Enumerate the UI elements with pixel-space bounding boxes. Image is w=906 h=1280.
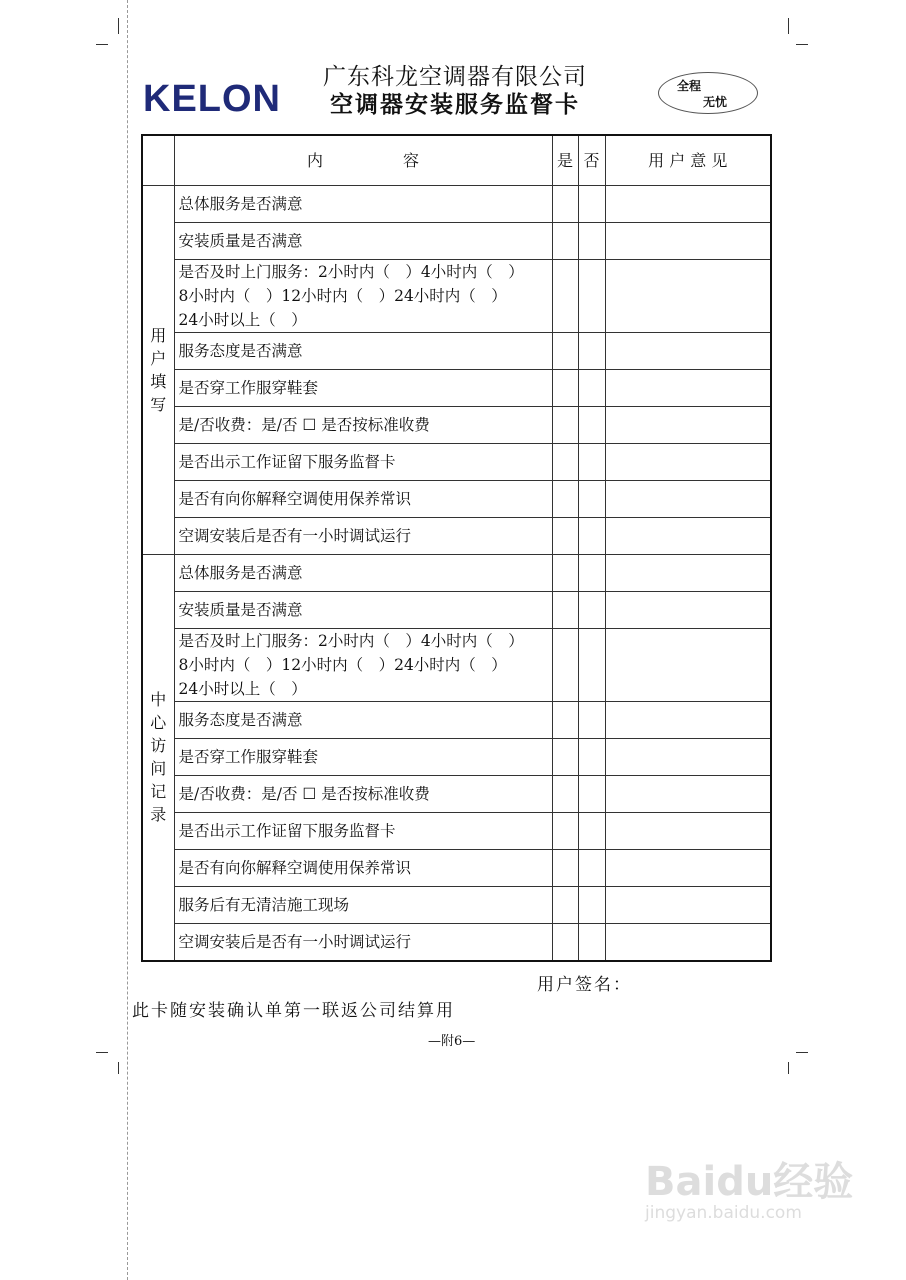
binding-line	[127, 0, 128, 1280]
item-text: 安装质量是否满意	[178, 601, 303, 619]
table-row	[142, 407, 771, 444]
no-cell[interactable]	[578, 260, 605, 333]
page-number: —附6—	[428, 1034, 476, 1049]
crop-mark	[96, 1052, 108, 1053]
yes-cell[interactable]	[552, 813, 578, 850]
item-text: 服务态度是否满意	[178, 711, 303, 729]
table-row	[142, 186, 771, 223]
item-text: 是否有向你解释空调使用保养常识	[178, 490, 412, 508]
item-content	[174, 444, 552, 481]
opinion-cell[interactable]	[605, 887, 771, 924]
opinion-cell[interactable]	[605, 444, 771, 481]
item-content	[174, 592, 552, 629]
table-row	[142, 592, 771, 629]
yes-cell[interactable]	[552, 444, 578, 481]
header-yes: 是	[552, 135, 578, 186]
no-cell[interactable]	[578, 850, 605, 887]
no-cell[interactable]	[578, 333, 605, 370]
item-text: 是否及时上门服务：2小时内（ ）4小时内（ ）	[178, 263, 524, 281]
table-row	[142, 629, 771, 702]
item-text: 服务态度是否满意	[178, 342, 303, 360]
item-text: 是/否收费：是/否 ☐ 是否按标准收费	[178, 785, 430, 803]
item-content	[174, 887, 552, 924]
opinion-cell[interactable]	[605, 629, 771, 702]
crop-mark	[118, 18, 119, 34]
yes-cell[interactable]	[552, 776, 578, 813]
item-content	[174, 481, 552, 518]
table-row	[142, 260, 771, 333]
table-row	[142, 223, 771, 260]
table-row	[142, 702, 771, 739]
section-label-cell	[142, 555, 174, 961]
no-cell[interactable]	[578, 887, 605, 924]
yes-cell[interactable]	[552, 223, 578, 260]
yes-cell[interactable]	[552, 629, 578, 702]
item-text: 是否穿工作服穿鞋套	[178, 748, 319, 766]
footer-note: 此卡随安装确认单第一联返公司结算用	[132, 1001, 455, 1021]
no-cell[interactable]	[578, 924, 605, 961]
table-header-row	[142, 135, 771, 186]
item-content	[174, 924, 552, 961]
opinion-cell[interactable]	[605, 850, 771, 887]
item-text: 是否及时上门服务：2小时内（ ）4小时内（ ）	[178, 632, 524, 650]
signature-label: 用户签名：	[537, 975, 632, 995]
no-cell[interactable]	[578, 776, 605, 813]
yes-cell[interactable]	[552, 850, 578, 887]
item-content	[174, 629, 552, 702]
badge-stamp	[658, 72, 758, 114]
item-content	[174, 555, 552, 592]
yes-cell[interactable]	[552, 887, 578, 924]
kelon-logo: KELON	[143, 78, 281, 120]
no-cell[interactable]	[578, 518, 605, 555]
item-content	[174, 260, 552, 333]
yes-cell[interactable]	[552, 481, 578, 518]
header-opinion: 用 户 意 见	[605, 135, 771, 186]
table-row	[142, 333, 771, 370]
no-cell[interactable]	[578, 223, 605, 260]
crop-mark	[796, 44, 808, 45]
item-text: 服务后有无清洁施工现场	[178, 896, 350, 914]
no-cell[interactable]	[578, 739, 605, 776]
no-cell[interactable]	[578, 813, 605, 850]
item-text: 是/否收费：是/否 ☐ 是否按标准收费	[178, 416, 430, 434]
opinion-cell[interactable]	[605, 518, 771, 555]
no-cell[interactable]	[578, 407, 605, 444]
item-content	[174, 850, 552, 887]
yes-cell[interactable]	[552, 260, 578, 333]
crop-mark	[118, 1062, 119, 1074]
no-cell[interactable]	[578, 481, 605, 518]
yes-cell[interactable]	[552, 333, 578, 370]
no-cell[interactable]	[578, 186, 605, 223]
yes-cell[interactable]	[552, 407, 578, 444]
item-text: 是否出示工作证留下服务监督卡	[178, 822, 396, 840]
item-text: 是否出示工作证留下服务监督卡	[178, 453, 396, 471]
opinion-cell[interactable]	[605, 370, 771, 407]
section-label: 用户填写	[150, 326, 167, 414]
item-content	[174, 702, 552, 739]
opinion-cell[interactable]	[605, 260, 771, 333]
opinion-cell[interactable]	[605, 407, 771, 444]
watermark-url: jingyan.baidu.com	[645, 1203, 802, 1223]
yes-cell[interactable]	[552, 518, 578, 555]
yes-cell[interactable]	[552, 186, 578, 223]
no-cell[interactable]	[578, 444, 605, 481]
item-text: 空调安装后是否有一小时调试运行	[178, 932, 412, 951]
opinion-cell[interactable]	[605, 481, 771, 518]
item-text: 8小时内（ ）12小时内（ ）24小时内（ ）	[178, 656, 507, 674]
item-content	[174, 739, 552, 776]
supervision-table	[141, 134, 772, 962]
header-content: 内 容	[174, 135, 552, 186]
yes-cell[interactable]	[552, 924, 578, 961]
opinion-cell[interactable]	[605, 333, 771, 370]
crop-mark	[796, 1052, 808, 1053]
header-no: 否	[578, 135, 605, 186]
item-content	[174, 223, 552, 260]
opinion-cell[interactable]	[605, 813, 771, 850]
table-row	[142, 481, 771, 518]
table-row	[142, 739, 771, 776]
crop-mark	[788, 1062, 789, 1074]
table-row	[142, 370, 771, 407]
table-row	[142, 850, 771, 887]
no-cell[interactable]	[578, 370, 605, 407]
opinion-cell[interactable]	[605, 186, 771, 223]
badge-line2: 无忧	[703, 95, 728, 109]
baidu-watermark	[645, 1150, 853, 1223]
item-text: 总体服务是否满意	[178, 564, 303, 582]
item-content	[174, 370, 552, 407]
yes-cell[interactable]	[552, 555, 578, 592]
opinion-cell[interactable]	[605, 776, 771, 813]
yes-cell[interactable]	[552, 592, 578, 629]
table-row	[142, 555, 771, 592]
opinion-cell[interactable]	[605, 592, 771, 629]
table-row	[142, 813, 771, 850]
item-content	[174, 407, 552, 444]
section-label: 中心访问记录	[150, 690, 167, 825]
table-row	[142, 444, 771, 481]
item-content	[174, 776, 552, 813]
item-text: 24小时以上（ ）	[178, 311, 307, 329]
item-content	[174, 333, 552, 370]
section-label-cell	[142, 186, 174, 555]
company-name: 广东科龙空调器有限公司	[323, 64, 587, 90]
crop-mark	[788, 18, 789, 34]
item-text: 安装质量是否满意	[178, 232, 303, 250]
no-cell[interactable]	[578, 629, 605, 702]
table-row	[142, 924, 771, 961]
no-cell[interactable]	[578, 592, 605, 629]
item-text: 空调安装后是否有一小时调试运行	[178, 527, 412, 545]
item-text: 24小时以上（ ）	[178, 680, 307, 698]
item-text: 是否有向你解释空调使用保养常识	[178, 859, 412, 877]
watermark-logo: Baidu经验	[645, 1159, 854, 1205]
yes-cell[interactable]	[552, 370, 578, 407]
item-content	[174, 518, 552, 555]
opinion-cell[interactable]	[605, 924, 771, 961]
no-cell[interactable]	[578, 555, 605, 592]
no-cell[interactable]	[578, 702, 605, 739]
header-blank	[142, 135, 174, 186]
item-content	[174, 813, 552, 850]
item-text: 是否穿工作服穿鞋套	[178, 379, 319, 397]
item-text: 总体服务是否满意	[178, 195, 303, 213]
opinion-cell[interactable]	[605, 223, 771, 260]
table-row	[142, 518, 771, 555]
yes-cell[interactable]	[552, 702, 578, 739]
item-text: 8小时内（ ）12小时内（ ）24小时内（ ）	[178, 287, 507, 305]
table-row	[142, 887, 771, 924]
table-row	[142, 776, 771, 813]
opinion-cell[interactable]	[605, 702, 771, 739]
crop-mark	[96, 44, 108, 45]
page-title: 空调器安装服务监督卡	[330, 92, 580, 118]
opinion-cell[interactable]	[605, 739, 771, 776]
yes-cell[interactable]	[552, 739, 578, 776]
item-content	[174, 186, 552, 223]
opinion-cell[interactable]	[605, 555, 771, 592]
badge-line1: 全程	[677, 79, 702, 93]
